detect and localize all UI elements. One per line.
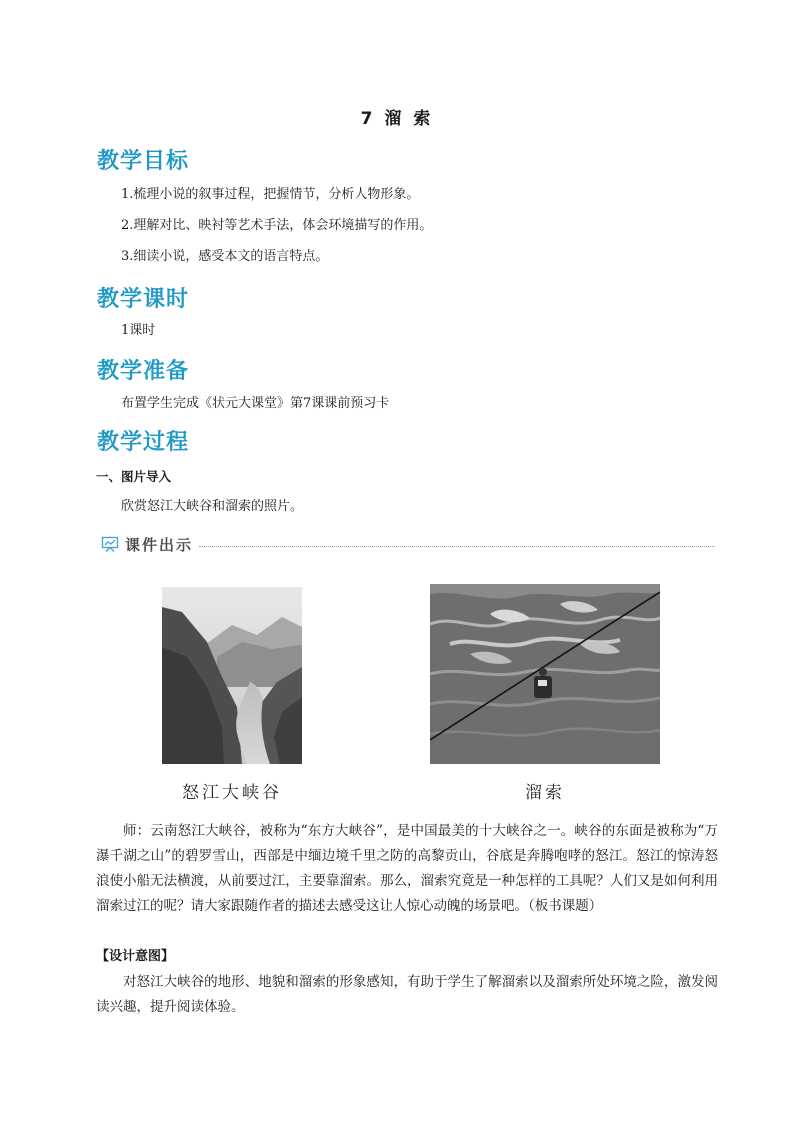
- design-intent-heading: 【设计意图】: [96, 949, 175, 964]
- heading-teaching-process: 教学过程: [97, 430, 190, 455]
- presentation-board-icon: [101, 536, 119, 552]
- goal-item-1: 1.梳理小说的叙事过程，把握情节，分析人物形象。: [121, 187, 420, 202]
- design-intent-paragraph: 对怒江大峡谷的地形、地貌和溜索的形象感知，有助于学生了解溜索以及溜索所处环境之险，激发阅读兴趣，提升阅读体验。: [96, 974, 718, 1015]
- teaching-hours-text: 1课时: [121, 323, 156, 338]
- courseware-divider: [101, 533, 715, 555]
- lesson-title: 7 溜 索: [360, 109, 434, 129]
- goal-item-2: 2.理解对比、映衬等艺术手法，体会环境描写的作用。: [121, 218, 433, 233]
- heading-teaching-prep: 教学准备: [97, 359, 190, 384]
- step1-text: 欣赏怒江大峡谷和溜索的照片。: [121, 499, 304, 514]
- photo-nujiang-canyon: [162, 587, 302, 764]
- teacher-intro-paragraph: 师：云南怒江大峡谷，被称为“东方大峡谷”，是中国最美的十大峡谷之一。峡谷的东面是被称为“万瀑千湖之山”的碧罗雪山，西部是中缅边境千里之防的高黎贡山，谷底是奔腾咆哮的怒江。怒江的惊涛怒浪使小船无法横渡，从前要过江，主要靠溜索。那么，溜索究竟是一种怎样的工具呢？人们又是如何利用溜索过江的呢？请大家跟随作者的描述去感受这让人惊心动魄的场景吧。（板书课题）: [96, 823, 718, 914]
- step1-heading: 一、图片导入: [96, 469, 172, 484]
- goal-item-3: 3.细读小说，感受本文的语言特点。: [121, 249, 329, 264]
- teaching-prep-text: 布置学生完成《状元大课堂》第7课课前预习卡: [121, 396, 390, 411]
- heading-teaching-hours: 教学课时: [97, 287, 190, 312]
- photo2-caption: 溜索: [525, 783, 565, 803]
- heading-teaching-goals: 教学目标: [97, 149, 190, 174]
- courseware-label: 课件出示: [125, 535, 194, 554]
- photo-zipline: [430, 584, 660, 764]
- dotted-rule: [199, 546, 715, 547]
- photo1-caption: 怒江大峡谷: [182, 783, 282, 803]
